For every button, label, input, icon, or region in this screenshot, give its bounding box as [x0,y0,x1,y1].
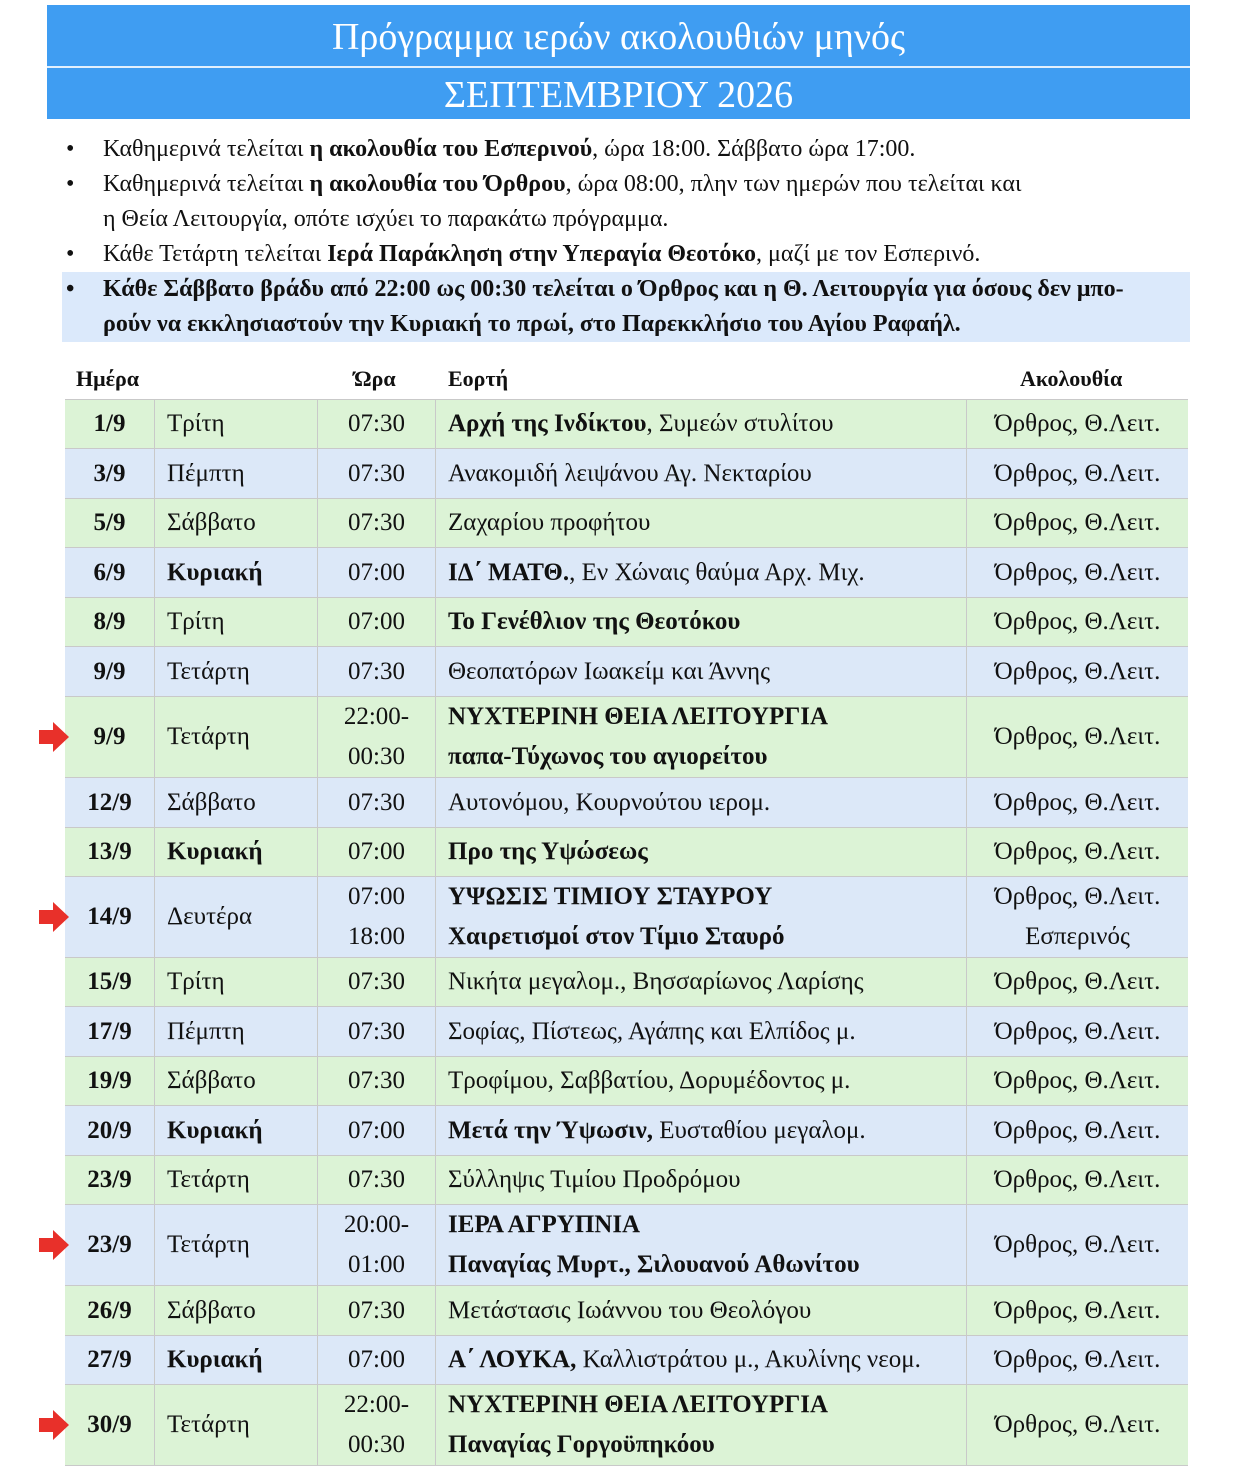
time-cell [318,400,436,448]
date-cell [65,1205,155,1285]
feast-rest-text: Καλλιστράτου μ., Ακυλίνης νεομ. [576,1346,921,1373]
feast-text [448,503,966,543]
date-text: 5/9 [93,509,126,536]
date-text: 17/9 [87,1017,132,1045]
service-text: Όρθρος, Θ.Λειτ. [994,968,1161,995]
time-text: 07:30 [348,657,405,685]
feast-text [448,652,966,692]
feast-bold-text: Προ της Υψώσεως [448,838,648,865]
feast-subtitle: Παναγίας Μυρτ., Σιλουανού Αθωνίτου [448,1251,860,1278]
service-text: Όρθρος, Θ.Λειτ. [994,1296,1161,1324]
feast-cell [436,1205,967,1285]
feast-rest-text: Τροφίμου, Σαββατίου, Δορυμέδοντος μ. [448,1067,851,1094]
feast-subtitle: Χαιρετισμοί στον Τίμιο Σταυρό [448,923,785,950]
note-text: Κάθε Τετάρτη τελείται [103,241,328,267]
feast-rest-text: Αυτονόμου, Κουρνούτου ιερομ. [448,788,771,816]
feast-text [448,783,966,823]
service-text: Όρθρος, Θ.Λειτ. [994,1166,1161,1193]
service-cell [967,1205,1188,1285]
column-header-day: Ημέρα [76,366,140,391]
feast-cell [436,1156,967,1204]
weekday-text: Κυριακή [167,1116,263,1144]
weekday-text: Σάββατο [167,1296,256,1324]
time-cell [318,1106,436,1155]
weekday-text: Τετάρτη [167,1231,250,1258]
service-cell [967,1385,1188,1465]
note-saturday-night [62,272,1190,342]
service-text: Όρθρος, Θ.Λειτ. [994,558,1161,586]
note-text: Καθημερινά τελείται [103,136,310,162]
date-text: 30/9 [87,1411,132,1438]
feast-cell [436,647,967,696]
feast-title: ΝΥΧΤΕΡΙΝΗ ΘΕΙΑ ΛΕΙΤΟΥΡΓΙΑ [448,703,829,730]
weekday-cell [155,647,318,696]
feast-cell [436,828,967,876]
weekday-cell [155,1385,318,1465]
date-text: 15/9 [87,968,132,995]
notes-list [62,132,1190,342]
date-text: 8/9 [93,608,126,635]
time-cell [318,1007,436,1056]
date-text: 12/9 [87,788,132,816]
header-divider [47,66,1190,68]
red-arrow-icon [37,900,71,934]
date-cell [65,598,155,646]
bullet-icon: • [66,171,75,197]
note-text: , ώρα 08:00, πλην των ημερών που τελείται και [565,171,1022,197]
date-cell [65,778,155,827]
service-text: Όρθρος, Θ.Λειτ. [994,657,1161,685]
table-row [65,400,1188,449]
weekday-text: Τρίτη [167,410,225,437]
service-cell [967,449,1188,498]
feast-cell [436,1007,967,1056]
service-text: Όρθρος, Θ.Λειτ. [994,410,1161,437]
feast-cell [436,958,967,1006]
weekday-text: Κυριακή [167,1346,263,1373]
time-cell [318,499,436,547]
service-cell [967,1106,1188,1155]
feast-rest-text: Μετάστασις Ιωάννου του Θεολόγου [448,1296,812,1324]
feast-text [448,962,966,1002]
service-cell [967,647,1188,696]
service-text: Εσπερινός [1025,923,1130,950]
date-text: 6/9 [93,558,126,586]
table-row [65,697,1188,778]
feast-bold-text: Μετά την Ύψωσιν, [448,1116,654,1144]
weekday-text: Κυριακή [167,558,263,586]
date-cell [65,449,155,498]
time-cell [318,697,436,777]
service-text: Όρθρος, Θ.Λειτ. [994,788,1161,816]
time-text: 07:00 [348,838,405,865]
bullet-icon: • [66,241,75,267]
table-row [65,1007,1188,1057]
service-text: Όρθρος, Θ.Λειτ. [994,723,1161,750]
feast-cell [436,1286,967,1335]
weekday-cell [155,598,318,646]
feast-text [448,602,966,642]
feast-bold-text: Α΄ ΛΟΥΚΑ, [448,1346,577,1373]
time-text: 07:30 [348,968,405,995]
date-text: 23/9 [87,1166,132,1193]
schedule-table [65,399,1188,1466]
date-cell [65,647,155,696]
red-arrow-icon [37,1228,71,1262]
weekday-text: Τετάρτη [167,1166,250,1193]
feast-rest-text: Ανακομιδή λειψάνου Αγ. Νεκταρίου [448,459,812,487]
time-cell [318,877,436,957]
note-text: , μαζί με τον Εσπερινό. [756,241,981,267]
date-text: 23/9 [87,1231,132,1258]
table-row [65,1106,1188,1156]
feast-text [448,1111,966,1151]
service-text: Όρθρος, Θ.Λειτ. [994,1116,1161,1144]
service-text: Όρθρος, Θ.Λειτ. [994,1411,1161,1438]
time-text: 07:30 [348,410,405,437]
note-text: , ώρα 18:00. Σάββατο ώρα 17:00. [592,136,916,162]
feast-text [448,832,966,872]
weekday-cell [155,1057,318,1105]
table-row [65,1205,1188,1286]
service-text: Όρθρος, Θ.Λειτ. [994,509,1161,536]
time-text: 22:00- [343,703,410,730]
feast-text [448,1340,966,1380]
weekday-cell [155,1007,318,1056]
service-cell [967,499,1188,547]
weekday-cell [155,877,318,957]
weekday-cell [155,400,318,448]
date-cell [65,400,155,448]
time-cell [318,647,436,696]
feast-rest-text: Ευσταθίου μεγαλομ. [653,1116,866,1144]
date-text: 14/9 [87,903,132,930]
table-row [65,877,1188,958]
service-cell [967,877,1188,957]
feast-text [448,1160,966,1200]
service-text: Όρθρος, Θ.Λειτ. [994,838,1161,865]
service-cell [967,400,1188,448]
note-text: Καθημερινά τελείται [103,171,310,197]
time-cell [318,828,436,876]
feast-rest-text: Θεοπατόρων Ιωακείμ και Άννης [448,657,771,685]
weekday-text: Πέμπτη [167,459,245,487]
note-bold-text: η ακολουθία του Όρθρου [309,171,566,197]
service-cell [967,958,1188,1006]
feast-bold-text: ΙΔ΄ ΜΑΤΘ. [448,558,570,586]
table-row [65,1057,1188,1106]
table-row [65,958,1188,1007]
time-text: 07:00 [348,608,405,635]
column-header-time: Ώρα [354,366,396,391]
time-cell [318,1336,436,1384]
page-subtitle: ΣΕΠΤΕΜΒΡΙΟΥ 2026 [443,74,794,116]
weekday-cell [155,1205,318,1285]
date-cell [65,1385,155,1465]
time-cell [318,778,436,827]
date-cell [65,1286,155,1335]
service-cell [967,697,1188,777]
feast-cell [436,1106,967,1155]
time-cell [318,1205,436,1285]
feast-subtitle: παπα-Τύχωνος του αγιορείτου [448,743,768,770]
weekday-text: Τετάρτη [167,657,250,685]
date-text: 3/9 [93,459,126,487]
date-cell [65,958,155,1006]
time-text: 18:00 [348,923,405,950]
date-text: 9/9 [93,723,126,750]
feast-rest-text: , Εν Χώναις θαύμα Αρχ. Μιχ. [569,558,865,586]
service-cell [967,548,1188,597]
time-text: 01:00 [348,1251,405,1278]
feast-rest-text: Νικήτα μεγαλομ., Βησσαρίωνος Λαρίσης [448,968,864,995]
service-cell [967,828,1188,876]
weekday-cell [155,958,318,1006]
weekday-text: Δευτέρα [167,903,253,930]
table-row [65,548,1188,598]
time-text: 07:00 [348,1116,405,1144]
time-text: 07:00 [348,558,405,586]
time-text: 07:30 [348,1017,405,1045]
feast-bold-text: Αρχή της Ινδίκτου [448,410,647,437]
note-text: ρούν να εκκλησιαστούν την Κυριακή το πρωί, στο Παρεκκλήσιο του Αγίου Ραφαήλ. [103,311,961,337]
time-cell [318,449,436,498]
service-text: Όρθρος, Θ.Λειτ. [994,883,1161,910]
note-vespers [62,132,1190,167]
weekday-cell [155,449,318,498]
time-text: 07:30 [348,788,405,816]
weekday-text: Τρίτη [167,968,225,995]
feast-rest-text: Σύλληψις Τιμίου Προδρόμου [448,1166,741,1193]
time-cell [318,1385,436,1465]
date-text: 20/9 [87,1116,132,1144]
feast-bold-text: Το Γενέθλιον της Θεοτόκου [448,608,741,635]
time-text: 07:30 [348,1067,405,1094]
feast-cell [436,697,967,777]
bullet-icon: • [66,276,75,302]
date-cell [65,1007,155,1056]
service-text: Όρθρος, Θ.Λειτ. [994,1017,1161,1045]
time-text: 07:30 [348,509,405,536]
time-text: 22:00- [343,1391,410,1418]
time-text: 07:00 [348,883,405,910]
weekday-cell [155,697,318,777]
table-row [65,647,1188,697]
time-text: 07:00 [348,1346,405,1373]
note-bold-text: Ιερά Παράκληση στην Υπεραγία Θεοτόκο [327,241,756,267]
date-cell [65,1057,155,1105]
weekday-text: Σάββατο [167,509,256,536]
table-row [65,1336,1188,1385]
feast-rest-text: , Συμεών στυλίτου [646,410,834,437]
note-paraklisis [62,237,1190,272]
feast-cell [436,548,967,597]
header-banner [47,5,1190,119]
date-cell [65,1336,155,1384]
time-cell [318,548,436,597]
time-cell [318,1057,436,1105]
feast-rest-text: Σοφίας, Πίστεως, Αγάπης και Ελπίδος μ. [448,1017,856,1045]
column-header-feast: Εορτή [448,366,509,391]
feast-cell [436,877,967,957]
weekday-text: Τετάρτη [167,1411,250,1438]
weekday-cell [155,1106,318,1155]
feast-text [448,1061,966,1101]
service-cell [967,1007,1188,1056]
time-text: 00:30 [348,1431,405,1458]
table-row [65,449,1188,499]
weekday-text: Σάββατο [167,788,256,816]
table-row [65,1286,1188,1336]
date-text: 27/9 [87,1346,132,1373]
time-cell [318,598,436,646]
feast-text [448,1012,966,1052]
service-cell [967,1336,1188,1384]
date-cell [65,1106,155,1155]
weekday-text: Κυριακή [167,838,263,865]
weekday-text: Πέμπτη [167,1017,245,1045]
weekday-cell [155,778,318,827]
column-header-service: Ακολουθία [1020,366,1123,391]
feast-title: ΥΨΩΣΙΣ ΤΙΜΙΟΥ ΣΤΑΥΡΟΥ [448,883,773,910]
feast-cell [436,400,967,448]
table-row [65,778,1188,828]
weekday-cell [155,1156,318,1204]
feast-text [448,454,966,494]
service-cell [967,1057,1188,1105]
service-cell [967,778,1188,827]
date-cell [65,1156,155,1204]
service-text: Όρθρος, Θ.Λειτ. [994,1231,1161,1258]
table-row [65,1385,1188,1466]
date-cell [65,877,155,957]
date-text: 1/9 [93,410,126,437]
service-cell [967,598,1188,646]
feast-text [448,404,966,444]
note-text: Κάθε Σάββατο βράδυ από 22:00 ως 00:30 τελείται ο Όρθρος και η Θ. Λειτουργία για όσους δεν μπο- [103,276,1124,302]
date-cell [65,697,155,777]
feast-text [448,553,966,593]
table-row [65,828,1188,877]
date-cell [65,828,155,876]
feast-cell [436,1057,967,1105]
feast-rest-text: Ζαχαρίου προφήτου [448,509,651,536]
service-cell [967,1286,1188,1335]
time-text: 00:30 [348,743,405,770]
time-text: 07:30 [348,1166,405,1193]
service-text: Όρθρος, Θ.Λειτ. [994,1067,1161,1094]
weekday-cell [155,548,318,597]
feast-title: ΙΕΡΑ ΑΓΡΥΠΝΙΑ [448,1211,641,1238]
feast-cell [436,1385,967,1465]
page-title: Πρόγραμμα ιερών ακολουθιών μηνός [331,16,906,58]
feast-cell [436,778,967,827]
feast-subtitle: Παναγίας Γοργοϋπηκόου [448,1431,715,1458]
feast-cell [436,499,967,547]
feast-text [448,1291,966,1331]
time-cell [318,958,436,1006]
weekday-text: Σάββατο [167,1067,256,1094]
weekday-cell [155,499,318,547]
time-cell [318,1286,436,1335]
red-arrow-icon [37,720,71,754]
date-text: 19/9 [87,1067,132,1094]
feast-title: ΝΥΧΤΕΡΙΝΗ ΘΕΙΑ ΛΕΙΤΟΥΡΓΙΑ [448,1391,829,1418]
note-matins [62,167,1190,237]
weekday-cell [155,1336,318,1384]
date-text: 13/9 [87,838,132,865]
service-text: Όρθρος, Θ.Λειτ. [994,459,1161,487]
bullet-icon: • [66,136,75,162]
note-bold-text: η ακολουθία του Εσπερινού [309,136,593,162]
feast-cell [436,1336,967,1384]
date-cell [65,499,155,547]
time-cell [318,1156,436,1204]
feast-cell [436,598,967,646]
date-text: 26/9 [87,1296,132,1324]
time-text: 07:30 [348,1296,405,1324]
red-arrow-icon [37,1408,71,1442]
service-text: Όρθρος, Θ.Λειτ. [994,608,1161,635]
weekday-text: Τετάρτη [167,723,250,750]
service-text: Όρθρος, Θ.Λειτ. [994,1346,1161,1373]
table-row [65,499,1188,548]
service-cell [967,1156,1188,1204]
weekday-cell [155,1286,318,1335]
table-row [65,598,1188,647]
date-cell [65,548,155,597]
table-row [65,1156,1188,1205]
date-text: 9/9 [93,657,126,685]
time-text: 20:00- [343,1211,410,1238]
weekday-text: Τρίτη [167,608,225,635]
weekday-cell [155,828,318,876]
time-text: 07:30 [348,459,405,487]
note-text: η Θεία Λειτουργία, οπότε ισχύει το παρακάτω πρόγραμμα. [103,206,669,232]
feast-cell [436,449,967,498]
